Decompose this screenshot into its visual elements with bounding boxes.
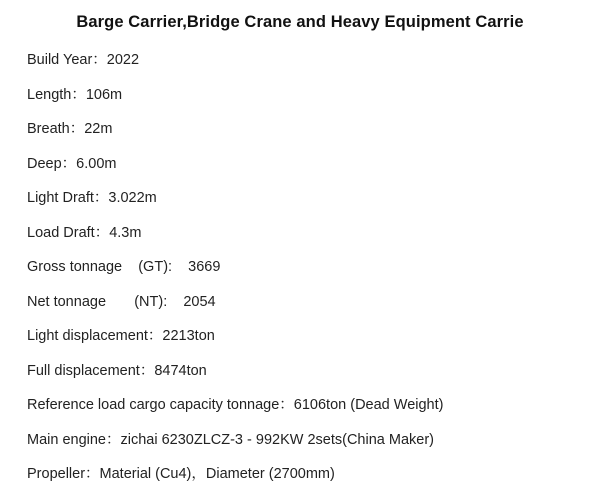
spec-light-draft: Light Draft：3.022m: [27, 190, 157, 206]
spec-load-draft: Load Draft：4.3m: [27, 224, 142, 241]
document-title: Barge Carrier,Bridge Crane and Heavy Equipment Carrie: [76, 13, 524, 31]
spec-main-engine: Main engine：zichai 6230ZLCZ-3 - 992KW 2sets(China Maker): [27, 431, 434, 448]
spec-build-year: Build Year：2022: [27, 52, 140, 68]
spec-cargo-capacity: Reference load cargo capacity tonnage：6106ton (Dead Weight): [27, 397, 444, 413]
spec-full-displacement: Full displacement：8474ton: [27, 362, 207, 379]
spec-deep: Deep：6.00m: [27, 155, 117, 172]
spec-gross-tonnage: Gross tonnage (GT): 3669: [27, 259, 221, 275]
spec-light-displacement: Light displacement：2213ton: [27, 328, 215, 344]
spec-breath: Breath：22m: [27, 121, 113, 137]
spec-list: [27, 50, 443, 499]
spec-propeller: Propeller：Material (Cu4)，Diameter (2700mm): [27, 466, 335, 482]
spec-length: Length：106m: [27, 86, 123, 103]
spec-net-tonnage: Net tonnage (NT): 2054: [27, 293, 216, 310]
